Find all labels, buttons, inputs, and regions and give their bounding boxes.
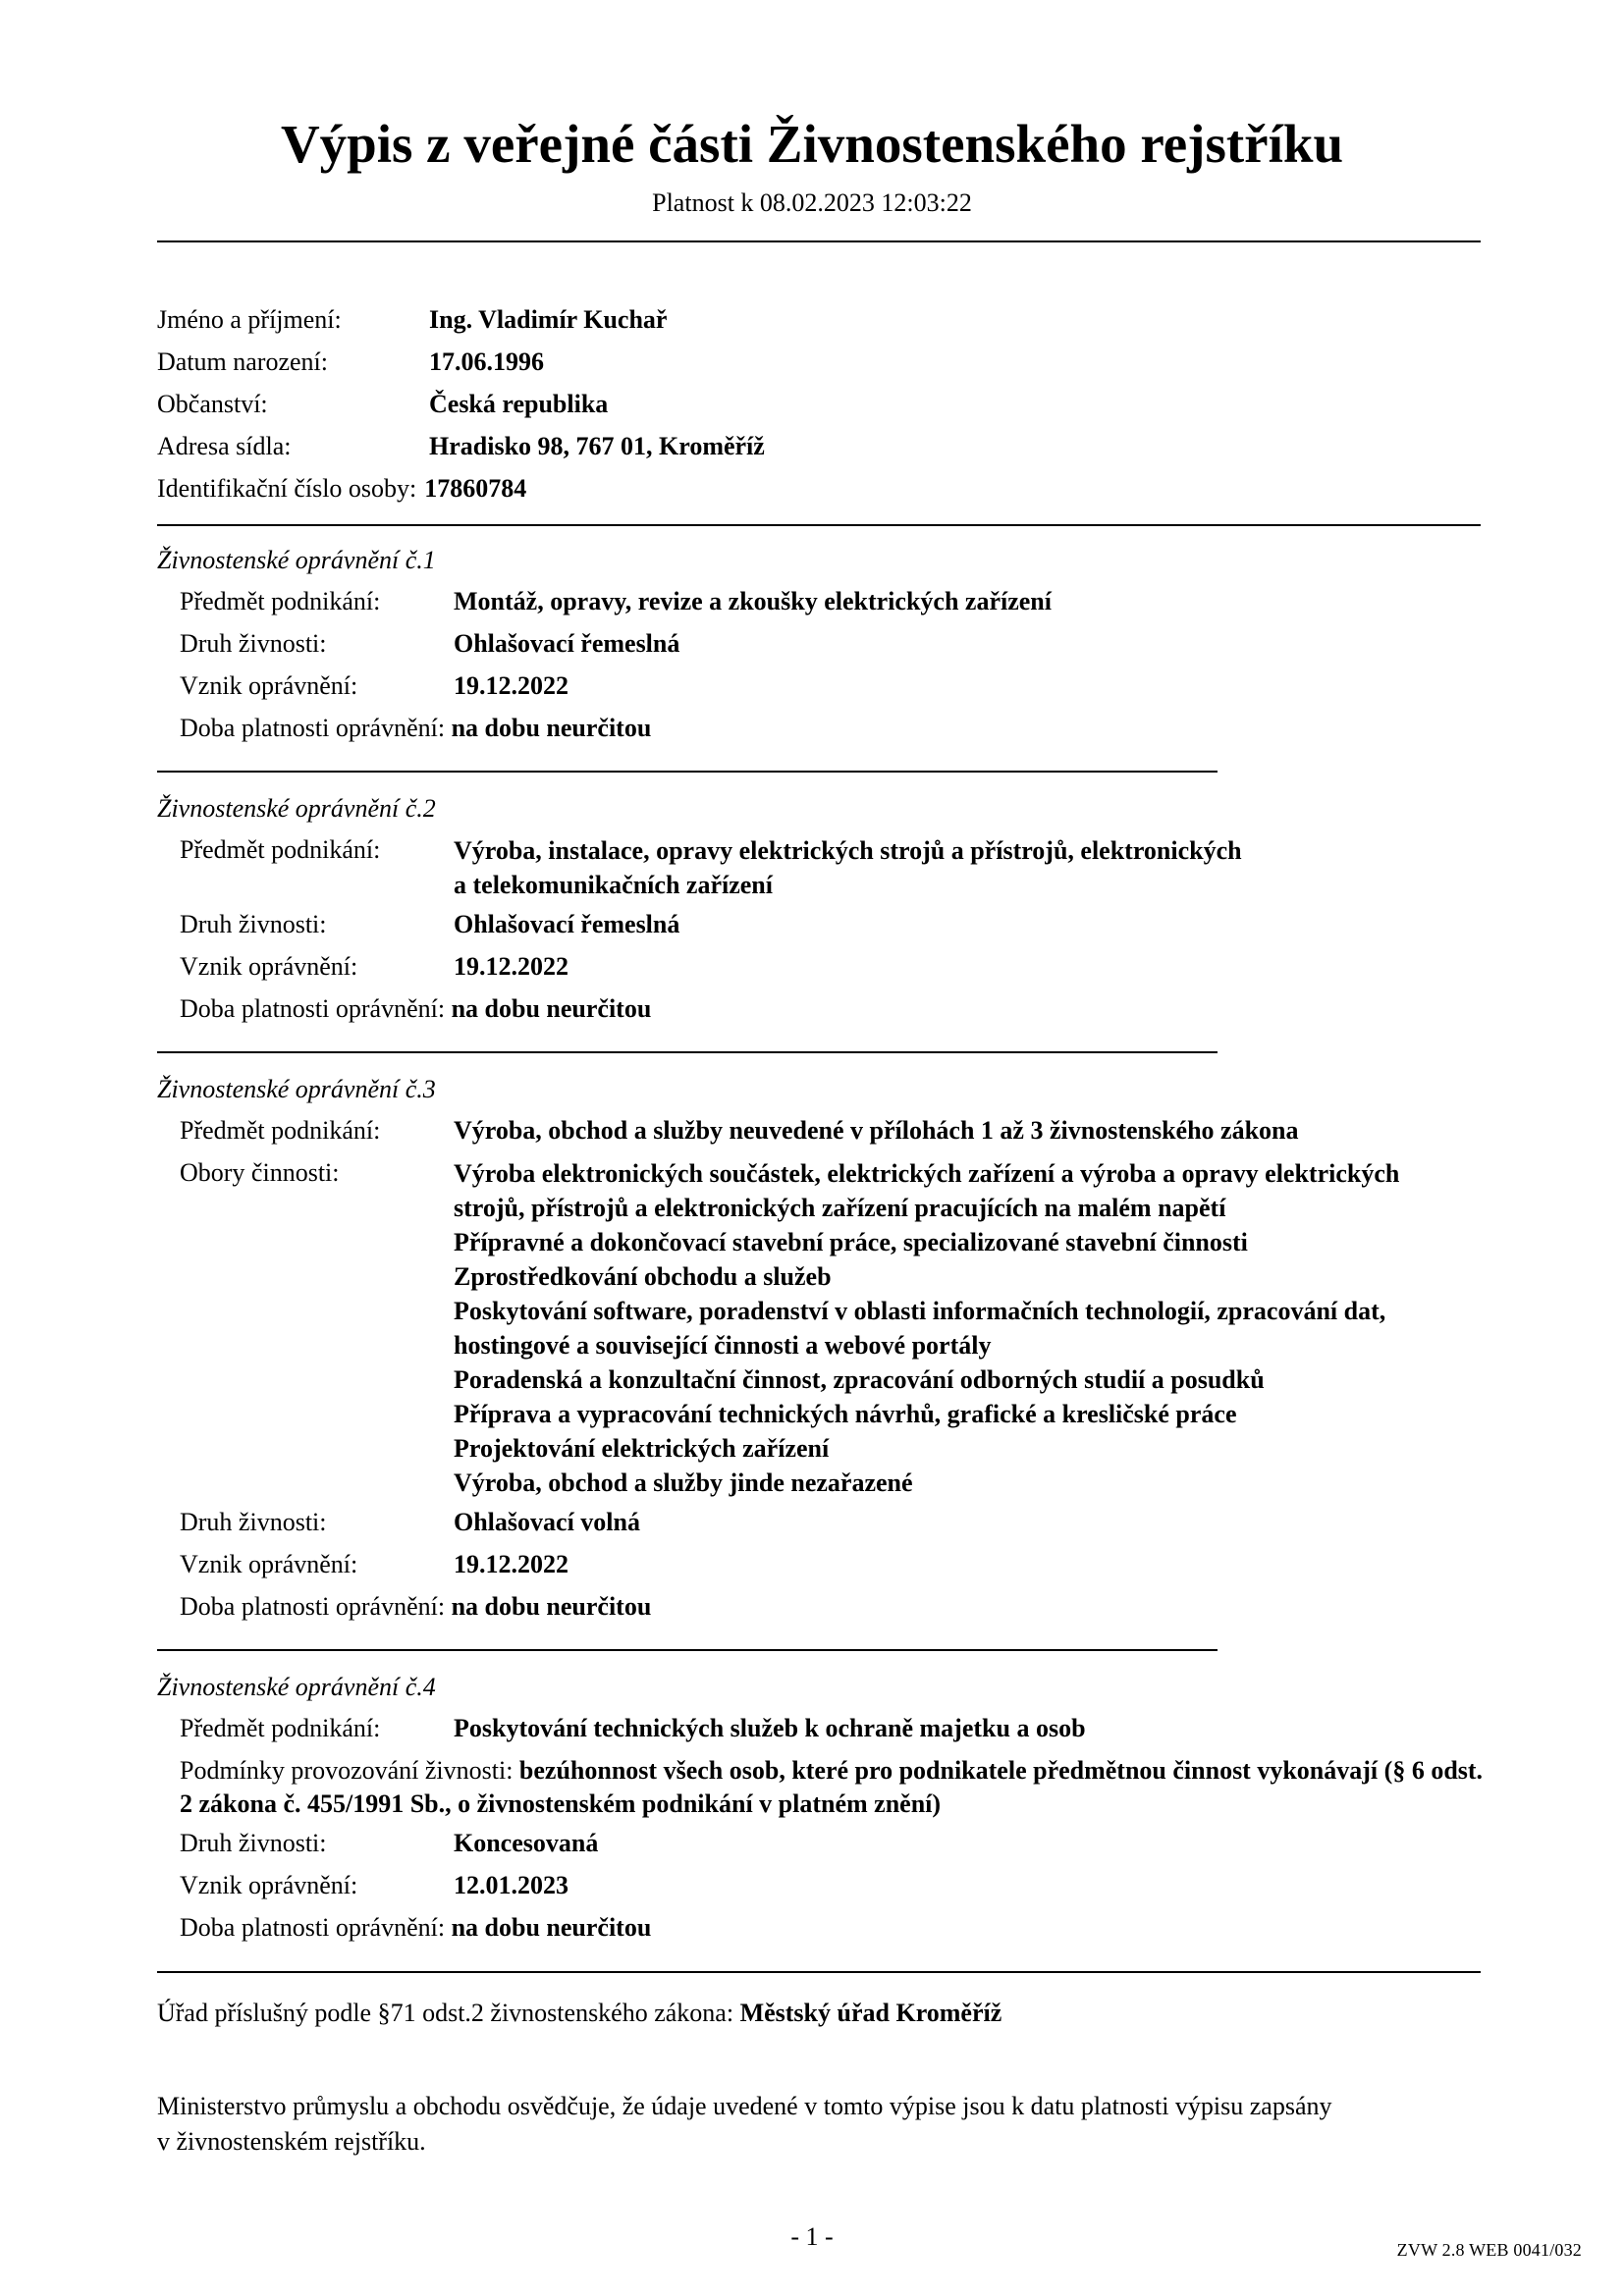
validity-label: Doba platnosti oprávnění: bbox=[180, 1592, 446, 1621]
form-code: ZVW 2.8 WEB 0041/032 bbox=[1396, 2240, 1582, 2260]
validity-label: Doba platnosti oprávnění: bbox=[180, 1913, 446, 1942]
permit-2 bbox=[157, 790, 1492, 1035]
conditions-label: Podmínky provozování živnosti: bbox=[180, 1756, 514, 1785]
origin-label: Vznik oprávnění: bbox=[180, 671, 358, 700]
permit-heading: Živnostenské oprávnění č.2 bbox=[157, 794, 436, 824]
page-number: - 1 - bbox=[790, 2222, 834, 2251]
fields-list bbox=[454, 1150, 1492, 1500]
origin-row bbox=[180, 664, 1492, 706]
field-item: Výroba elektronických součástek, elektrických zařízení a výroba a opravy elektrických bbox=[454, 1159, 1400, 1188]
subject-label: Předmět podnikání: bbox=[180, 1116, 381, 1145]
kind-row bbox=[180, 902, 1492, 944]
kind-value: Ohlašovací řemeslná bbox=[454, 910, 680, 938]
subject-value: Montáž, opravy, revize a zkoušky elektrických zařízení bbox=[454, 587, 1052, 615]
subject-value bbox=[454, 828, 1492, 902]
validity-label: Doba platnosti oprávnění: bbox=[180, 994, 446, 1023]
subject-value: Poskytování technických služeb k ochraně majetku a osob bbox=[454, 1714, 1086, 1742]
citizenship-value: Česká republika bbox=[429, 389, 609, 418]
subject-label: Předmět podnikání: bbox=[180, 1714, 381, 1742]
kind-row bbox=[180, 1500, 1492, 1542]
subject-row bbox=[180, 579, 1492, 621]
origin-value: 19.12.2022 bbox=[454, 1550, 568, 1578]
fields-label: Obory činnosti: bbox=[180, 1158, 340, 1187]
divider bbox=[157, 771, 1218, 773]
permit-heading: Živnostenské oprávnění č.1 bbox=[157, 546, 436, 575]
citizenship-label: Občanství: bbox=[157, 389, 268, 418]
origin-label: Vznik oprávnění: bbox=[180, 1871, 358, 1899]
kind-label: Druh živnosti: bbox=[180, 1829, 327, 1857]
validity-row bbox=[180, 706, 1492, 754]
office-value: Městský úřad Kroměříž bbox=[739, 1999, 1002, 2027]
subject-row bbox=[180, 828, 1492, 902]
field-item: Poradenská a konzultační činnost, zpracování odborných studií a posudků bbox=[454, 1365, 1265, 1394]
address-label: Adresa sídla: bbox=[157, 431, 292, 460]
birth-value: 17.06.1996 bbox=[429, 347, 544, 376]
kind-label: Druh živnosti: bbox=[180, 910, 327, 938]
kind-label: Druh živnosti: bbox=[180, 629, 327, 658]
document-title: Výpis z veřejné části Živnostenského rejstříku bbox=[280, 114, 1344, 174]
kind-row bbox=[180, 1821, 1492, 1863]
origin-value: 12.01.2023 bbox=[454, 1871, 568, 1899]
field-item: Příprava a vypracování technických návrhů, grafické a kresličské práce bbox=[454, 1400, 1237, 1428]
name-value: Ing. Vladimír Kuchař bbox=[429, 304, 668, 334]
name-row bbox=[157, 298, 765, 341]
validity-label: Doba platnosti oprávnění: bbox=[180, 714, 446, 742]
subject-line: a telekomunikačních zařízení bbox=[454, 871, 773, 899]
person-info bbox=[157, 298, 765, 509]
origin-label: Vznik oprávnění: bbox=[180, 952, 358, 981]
birth-label: Datum narození: bbox=[157, 347, 328, 376]
origin-row bbox=[180, 1542, 1492, 1584]
address-value: Hradisko 98, 767 01, Kroměříž bbox=[429, 431, 765, 460]
id-label: Identifikační číslo osoby: bbox=[157, 473, 417, 503]
id-value: 17860784 bbox=[424, 473, 527, 503]
conditions-value-cont: (§ 6 odst. 2 zákona č. 455/1991 Sb., o živnostenském podnikání v platném znění) bbox=[180, 1756, 1484, 1818]
divider bbox=[157, 1051, 1218, 1053]
ministry-statement bbox=[157, 2089, 1492, 2160]
id-row bbox=[157, 467, 765, 509]
permit-1 bbox=[157, 542, 1492, 754]
kind-value: Koncesovaná bbox=[454, 1829, 599, 1857]
ministry-line: Ministerstvo průmyslu a obchodu osvědčuje, že údaje uvedené v tomto výpise jsou k datu platnosti výpisu zapsány bbox=[157, 2092, 1332, 2120]
fields-row bbox=[180, 1150, 1492, 1500]
subject-label: Předmět podnikání: bbox=[180, 587, 381, 615]
kind-value: Ohlašovací volná bbox=[454, 1508, 640, 1536]
permit-4 bbox=[157, 1669, 1492, 1953]
validity-row bbox=[180, 1905, 1492, 1953]
origin-value: 19.12.2022 bbox=[454, 671, 568, 700]
divider bbox=[157, 1649, 1218, 1651]
office-statement bbox=[157, 1997, 1001, 2030]
origin-value: 19.12.2022 bbox=[454, 952, 568, 981]
conditions-value: bezúhonnost všech osob, které pro podnikatele předmětnou činnost vykonávají bbox=[518, 1756, 1379, 1785]
validity-row bbox=[180, 987, 1492, 1035]
permit-heading: Živnostenské oprávnění č.3 bbox=[157, 1075, 436, 1104]
field-item: strojů, přístrojů a elektronických zařízení pracujících na malém napětí bbox=[454, 1194, 1226, 1222]
subject-line: Výroba, instalace, opravy elektrických strojů a přístrojů, elektronických bbox=[454, 836, 1242, 865]
validity-value: na dobu neurčitou bbox=[451, 1913, 652, 1942]
kind-row bbox=[180, 621, 1492, 664]
office-label: Úřad příslušný podle §71 odst.2 živnostenského zákona: bbox=[157, 1999, 734, 2027]
subject-label: Předmět podnikání: bbox=[180, 835, 381, 864]
field-item: Poskytování software, poradenství v oblasti informačních technologií, zpracování dat, bbox=[454, 1297, 1386, 1325]
divider bbox=[157, 524, 1481, 526]
divider bbox=[157, 1971, 1481, 1973]
kind-value: Ohlašovací řemeslná bbox=[454, 629, 680, 658]
birth-row bbox=[157, 341, 765, 383]
validity-date: Platnost k 08.02.2023 12:03:22 bbox=[652, 188, 972, 217]
address-row bbox=[157, 425, 765, 467]
validity-row bbox=[180, 1584, 1492, 1632]
permit-heading: Živnostenské oprávnění č.4 bbox=[157, 1673, 436, 1702]
validity-value: na dobu neurčitou bbox=[451, 994, 652, 1023]
ministry-line: v živnostenském rejstříku. bbox=[157, 2127, 426, 2156]
origin-row bbox=[180, 944, 1492, 987]
permit-3 bbox=[157, 1071, 1492, 1632]
validity-value: na dobu neurčitou bbox=[451, 1592, 652, 1621]
field-item: Výroba, obchod a služby jinde nezařazené bbox=[454, 1468, 913, 1497]
validity-value: na dobu neurčitou bbox=[451, 714, 652, 742]
name-label: Jméno a příjmení: bbox=[157, 304, 342, 334]
divider bbox=[157, 240, 1481, 242]
subject-row bbox=[180, 1108, 1492, 1150]
citizenship-row bbox=[157, 383, 765, 425]
field-item: Přípravné a dokončovací stavební práce, specializované stavební činnosti bbox=[454, 1228, 1248, 1256]
conditions-row bbox=[180, 1748, 1492, 1821]
origin-label: Vznik oprávnění: bbox=[180, 1550, 358, 1578]
subject-row bbox=[180, 1706, 1492, 1748]
field-item: Projektování elektrických zařízení bbox=[454, 1434, 830, 1463]
field-item: hostingové a související činnosti a webové portály bbox=[454, 1331, 992, 1360]
field-item: Zprostředkování obchodu a služeb bbox=[454, 1262, 832, 1291]
origin-row bbox=[180, 1863, 1492, 1905]
kind-label: Druh živnosti: bbox=[180, 1508, 327, 1536]
subject-value: Výroba, obchod a služby neuvedené v přílohách 1 až 3 živnostenského zákona bbox=[454, 1116, 1299, 1145]
